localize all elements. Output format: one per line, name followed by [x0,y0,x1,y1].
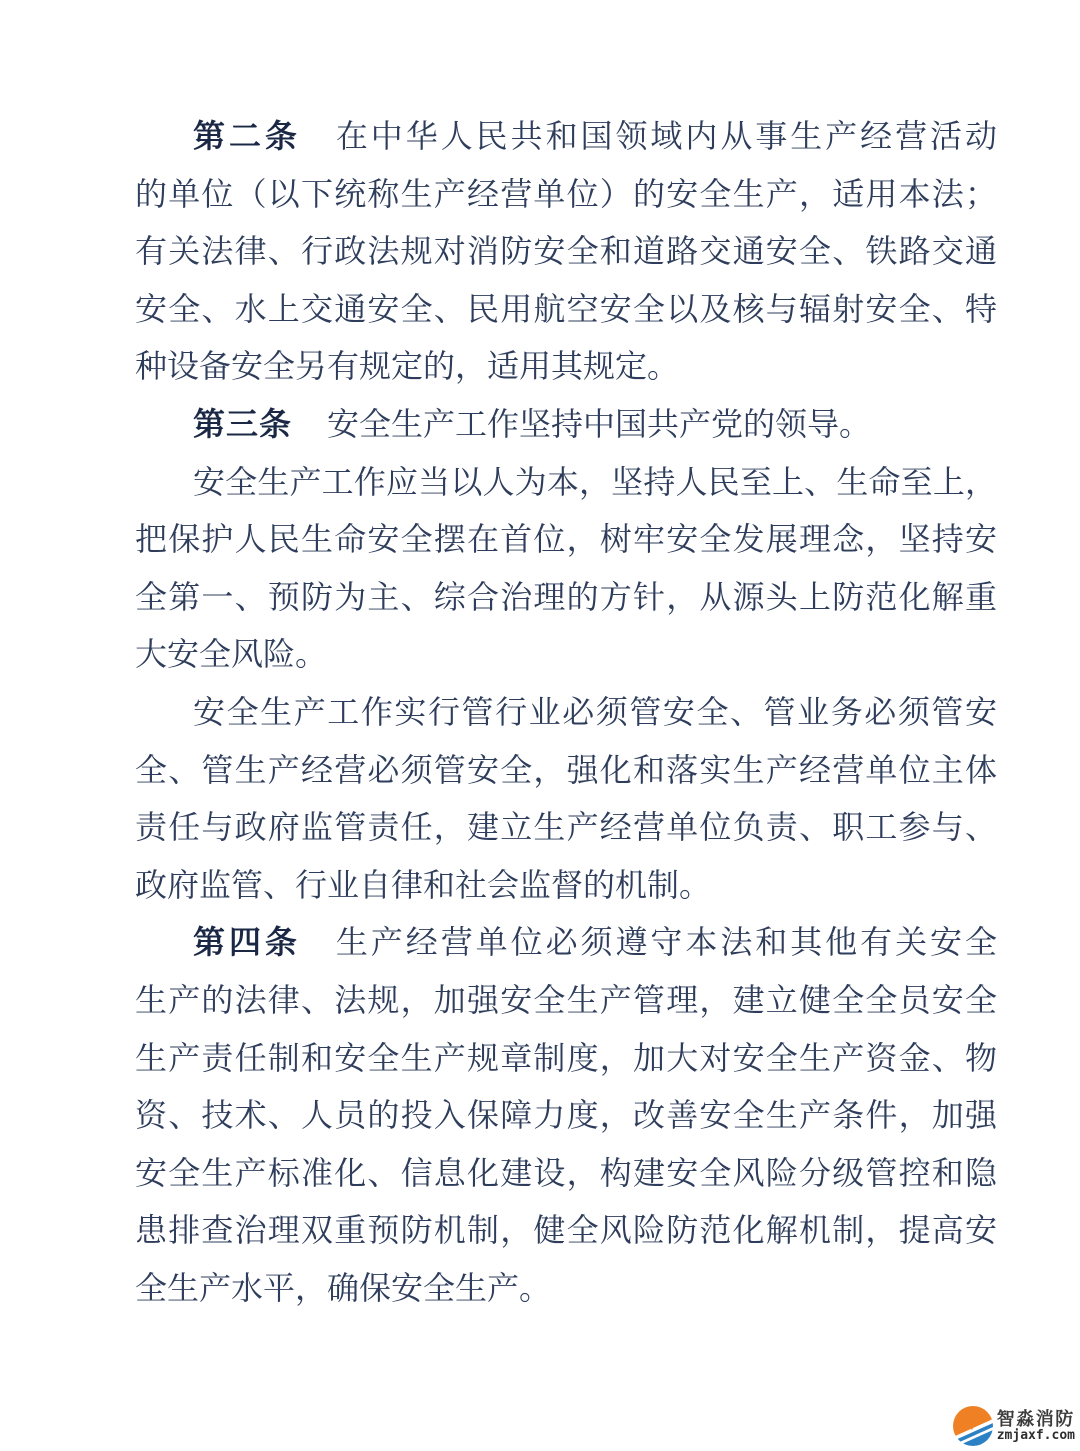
line-text: 患排查治理双重预防机制，健全风险防范化解机制，提高安 [135,1212,997,1249]
line-text: 全、管生产经营必须管安全，强化和落实生产经营单位主体 [135,751,997,788]
line-text: 责任与政府监管责任，建立生产经营单位负责、职工参与、 [135,809,997,846]
line-text: 安全生产标准化、信息化建设，构建安全风险分级管控和隐 [135,1154,997,1191]
text-line [135,857,997,915]
text-line [135,626,997,684]
text-line [135,1260,997,1318]
line-text: 安全、水上交通安全、民用航空安全以及核与辐射安全、特 [135,290,997,327]
line-text: 生产的法律、法规，加强安全生产管理，建立健全全员安全 [135,981,997,1018]
article-number: 第四条 [193,924,301,961]
text-line [135,1202,997,1260]
text-line [135,684,997,742]
watermark-site-url: zmjaxf.com [996,1427,1075,1443]
text-line [135,223,997,281]
line-text: 有关法律、行政法规对消防安全和道路交通安全、铁路交通 [135,233,997,270]
text-line [135,396,997,454]
text-line [135,972,997,1030]
text-line [135,338,997,396]
text-line [135,1087,997,1145]
line-text: 大安全风险。 [135,636,328,673]
line-text: 政府监管、行业自律和社会监督的机制。 [135,866,712,903]
line-text: 的单位（以下统称生产经营单位）的安全生产，适用本法； [135,175,997,212]
text-line [135,166,997,224]
paragraph [135,914,997,1317]
watermark-brand-name: 智淼消防 [996,1408,1075,1429]
line-text: 种设备安全另有规定的，适用其规定。 [135,348,680,385]
text-line [135,914,997,972]
brand-logo-icon [953,1406,993,1446]
paragraph [135,454,997,684]
line-text: 在中华人民共和国领域内从事生产经营活动 [335,118,997,154]
line-text: 生产责任制和安全生产规章制度，加大对安全生产资金、物 [135,1039,997,1076]
text-line [135,1030,997,1088]
text-line [135,799,997,857]
watermark-text [997,1410,1075,1443]
paragraph [135,684,997,914]
line-text: 安全生产工作实行管行业必须管安全、管业务必须管安 [193,693,997,730]
line-text: 全第一、预防为主、综合治理的方针，从源头上防范化解重 [135,578,997,615]
text-line [135,1145,997,1203]
article-number: 第三条 [193,405,293,442]
line-text: 安全生产工作坚持中国共产党的领导。 [327,405,872,442]
line-text: 把保护人民生命安全摆在首位，树牢安全发展理念，坚持安 [135,521,997,558]
text-line [135,511,997,569]
line-text: 生产经营单位必须遵守本法和其他有关安全 [335,924,997,961]
text-line [135,108,997,166]
text-line [135,281,997,339]
paragraph [135,108,997,396]
line-text: 安全生产工作应当以人为本，坚持人民至上、生命至上， [193,463,997,500]
text-line [135,742,997,800]
legal-text [135,108,997,1317]
line-text: 全生产水平，确保安全生产。 [135,1269,552,1306]
article-number: 第二条 [193,118,301,154]
paragraph [135,396,997,454]
text-line [135,569,997,627]
text-line [135,454,997,512]
watermark [953,1406,1075,1446]
line-text: 资、技术、人员的投入保障力度，改善安全生产条件，加强 [135,1097,997,1134]
